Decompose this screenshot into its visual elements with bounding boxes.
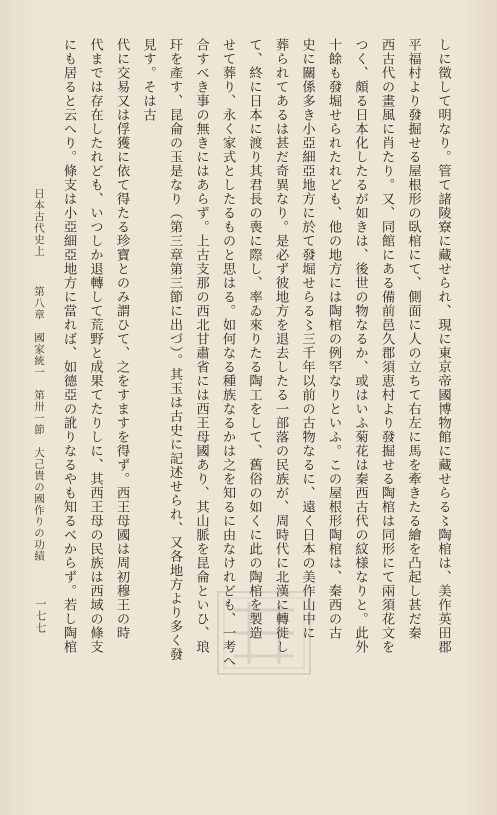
body-text-first-line-block	[435, 38, 482, 674]
page-number: 一七七	[34, 598, 47, 634]
body-first-line: しに徵して明なり。管て諸陵寮に藏せられ、現に東京帝國博物館に藏せらる〻陶棺は、美作英田郡	[435, 38, 451, 654]
running-head-chapter: 第八章 國家統一 第卅一節 大己貴の國作りの功績	[33, 286, 45, 562]
library-watermark-stamp	[214, 588, 314, 678]
body-text	[60, 38, 452, 674]
running-head-title: 日本古代史上	[33, 188, 45, 257]
body-paragraph: 平福村より發掘せる屋根形の臥棺にて、側面に人の立ちて右左に馬を牽きたる繪を凸起し甚だ秦 西古代の畫風に肖たり。又、同館にある備前邑久郡須恵村より發掘せる陶棺は同形にて兩須花文を つく、頗る日本化したるが如きは、後世の物なるか、或はいふ菊花は秦西古代の紋様なりと。此外 十餘も發堀せられたれども、他の地方には陶棺の例罕なりといふ。この屋根形陶棺は、秦西の古 史に關係多き小亞細亞地方に於て發堀せらる〻三千年以前の古物なるに、遠く日本の美作山中に 葬られてあるは甚だ奇異なり。是必ず彼地方を退去したる一部落の民族が、周時代に北漢に轉徙し て、終に日本に渡り其君長の喪に際し、率ゐ來りたる陶工をして、舊俗の如くに此の陶棺を製造 せて葬り、永く家式としたるものと思はる。如何なる種族なるかは之を知るに由なけれども、一考へ 合すべき事の無きにはあらず。上古支那の西北甘肅省には西王母國あり、其山脈を昆侖といひ、琅 玕を產す、昆侖の玉是なり（第三章第三節に出づ）。其玉は古史に記述せられ、又各地方より多く發見す。そは古 代に交易又は俘獲に依て得たる珍寶とのみ謂ひて、之をすますを得ず。西王母國は周初穆王の時 代までは存在したれども、いつしか退轉して荒野と成果てたりしに、其西王母の民族は西域の條支 にも居ると云へり。條支は小亞細亞地方に當れば、如德亞の訛りなるやも知るべからず。若し陶棺	[61, 38, 421, 668]
